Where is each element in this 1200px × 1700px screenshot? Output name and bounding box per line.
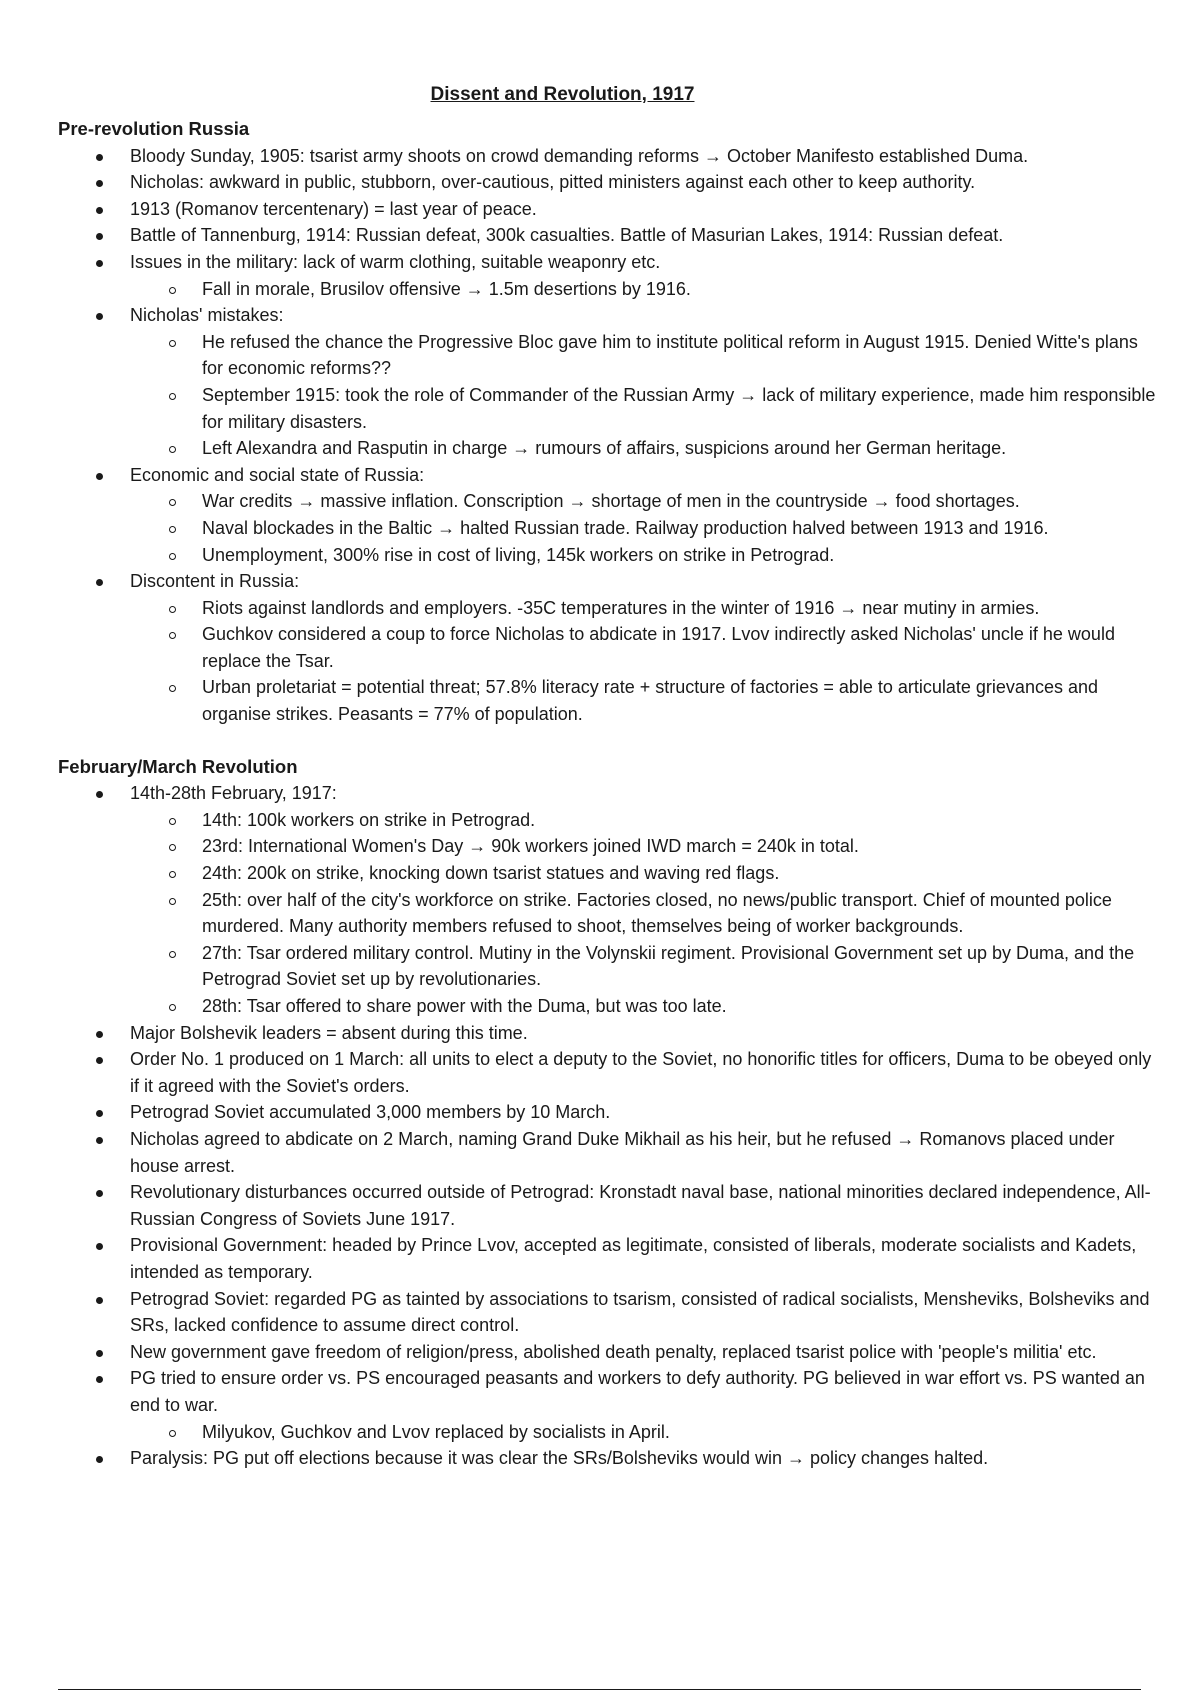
list-item-text: Discontent in Russia: — [130, 571, 300, 592]
list-item — [58, 1339, 1158, 1366]
sub-list-item: 27th: Tsar ordered military control. Mutiny in the Volynskii regiment. Provisional Government set up by Duma, and the Petrograd Soviet set up by revolutionaries. — [58, 940, 1158, 993]
document-body — [58, 116, 1158, 1472]
sub-list-item: Guchkov considered a coup to force Nicholas to abdicate in 1917. Lvov indirectly asked Nicholas' uncle if he would replace the Tsar. — [58, 621, 1158, 674]
list-item — [58, 1179, 1158, 1232]
list-item — [58, 143, 1158, 170]
list-item — [58, 1445, 1158, 1472]
list-item — [58, 780, 1158, 1019]
sub-list-item: Left Alexandra and Rasputin in charge → rumours of affairs, suspicions around her German heritage. — [58, 435, 1158, 462]
sub-list — [130, 329, 1158, 462]
list-item — [58, 222, 1158, 249]
sub-list-item: September 1915: took the role of Commander of the Russian Army → lack of military experience, made him responsible for military disasters. — [58, 382, 1158, 435]
list-item — [58, 1020, 1158, 1047]
sub-list-item: 25th: over half of the city's workforce on strike. Factories closed, no news/public transport. Chief of mounted police murdered. Many authority members refused to shoot, themselves being of worker backgrounds. — [58, 887, 1158, 940]
sub-list — [130, 1419, 1158, 1446]
list-item-text: Battle of Tannenburg, 1914: Russian defeat, 300k casualties. Battle of Masurian Lakes, 1914: Russian defeat. — [130, 225, 1004, 246]
list-item — [58, 1046, 1158, 1099]
list-item — [58, 249, 1158, 302]
list-item — [58, 1126, 1158, 1179]
sub-list-item: 23rd: International Women's Day → 90k workers joined IWD march = 240k in total. — [58, 833, 1158, 860]
list-item-text: Order No. 1 produced on 1 March: all units to elect a deputy to the Soviet, no honorific titles for officers, Duma to be obeyed only if it agreed with the Soviet's orders. — [130, 1049, 1152, 1096]
list-item-text: Petrograd Soviet: regarded PG as tainted by associations to tsarism, consisted of radical socialists, Mensheviks, Bolsheviks and SRs, lacked confidence to assume direct control. — [130, 1288, 1150, 1336]
list-item-text: Bloody Sunday, 1905: tsarist army shoots on crowd demanding reforms → October Manifesto established Duma. — [130, 145, 1029, 166]
sub-list-item: 28th: Tsar offered to share power with the Duma, but was too late. — [58, 993, 1158, 1020]
sub-list — [130, 807, 1158, 1020]
section-heading-pre-revolution: Pre-revolution Russia — [58, 118, 250, 139]
list-item-text: Nicholas' mistakes: — [130, 305, 284, 326]
page-title: Dissent and Revolution, 1917 — [430, 84, 695, 105]
list-item-text: 1913 (Romanov tercentenary) = last year of peace. — [130, 198, 537, 219]
sub-list-item: Naval blockades in the Baltic → halted Russian trade. Railway production halved between 1913 and 1916. — [58, 515, 1158, 542]
list-item — [58, 1365, 1158, 1445]
footer-divider — [58, 1689, 1141, 1690]
list-item — [58, 1286, 1158, 1339]
list-item — [58, 1232, 1158, 1285]
list-item-text: Petrograd Soviet accumulated 3,000 members by 10 March. — [130, 1102, 611, 1123]
list-item-text: Major Bolshevik leaders = absent during this time. — [130, 1022, 528, 1043]
list-item — [58, 1099, 1158, 1126]
february-revolution-list — [58, 780, 1158, 1471]
section-heading-february-revolution: February/March Revolution — [58, 755, 298, 777]
list-item-text: Nicholas agreed to abdicate on 2 March, naming Grand Duke Mikhail as his heir, but he refused → Romanovs placed under house arrest. — [130, 1128, 1115, 1176]
list-item-text: PG tried to ensure order vs. PS encouraged peasants and workers to defy authority. PG believed in war effort vs. PS wanted an end to war. — [130, 1368, 1145, 1415]
list-item-text: New government gave freedom of religion/press, abolished death penalty, replaced tsarist police with 'people's militia' etc. — [130, 1341, 1097, 1362]
sub-list-item: 24th: 200k on strike, knocking down tsarist statues and waving red flags. — [58, 860, 1158, 887]
sub-list-item: Riots against landlords and employers. -35C temperatures in the winter of 1916 → near mutiny in armies. — [58, 595, 1158, 622]
list-item-text: Paralysis: PG put off elections because it was clear the SRs/Bolsheviks would win → policy changes halted. — [130, 1448, 989, 1469]
sub-list — [130, 488, 1158, 568]
list-item-text: Nicholas: awkward in public, stubborn, over-cautious, pitted ministers against each other to keep authority. — [130, 172, 976, 193]
sub-list-item: 14th: 100k workers on strike in Petrograd. — [58, 807, 1158, 834]
list-item — [58, 302, 1158, 462]
pre-revolution-list — [58, 143, 1158, 728]
list-item — [58, 196, 1158, 223]
list-item-text: Provisional Government: headed by Prince Lvov, accepted as legitimate, consisted of liberals, moderate socialists and Kadets, intended as temporary. — [130, 1235, 1137, 1282]
sub-list-item: Fall in morale, Brusilov offensive → 1.5m desertions by 1916. — [58, 276, 1158, 303]
sub-list-item: Unemployment, 300% rise in cost of living, 145k workers on strike in Petrograd. — [58, 542, 1158, 569]
sub-list — [130, 595, 1158, 728]
sub-list — [130, 276, 1158, 303]
sub-list-item: War credits → massive inflation. Conscription → shortage of men in the countryside → food shortages. — [58, 488, 1158, 515]
list-item-text: Revolutionary disturbances occurred outside of Petrograd: Kronstadt naval base, national minorities declared independence, All-Russian Congress of Soviets June 1917. — [130, 1182, 1151, 1229]
list-item-text: 14th-28th February, 1917: — [130, 783, 337, 804]
list-item — [58, 169, 1158, 196]
sub-list-item: He refused the chance the Progressive Bloc gave him to institute political reform in August 1915. Denied Witte's plans for economic reforms?? — [58, 329, 1158, 382]
list-item-text: Issues in the military: lack of warm clothing, suitable weaponry etc. — [130, 251, 661, 272]
sub-list-item: Milyukov, Guchkov and Lvov replaced by socialists in April. — [58, 1419, 1158, 1446]
list-item — [58, 568, 1158, 728]
list-item — [58, 462, 1158, 568]
sub-list-item: Urban proletariat = potential threat; 57.8% literacy rate + structure of factories = able to articulate grievances and organise strikes. Peasants = 77% of population. — [58, 674, 1158, 727]
list-item-text: Economic and social state of Russia: — [130, 464, 425, 485]
